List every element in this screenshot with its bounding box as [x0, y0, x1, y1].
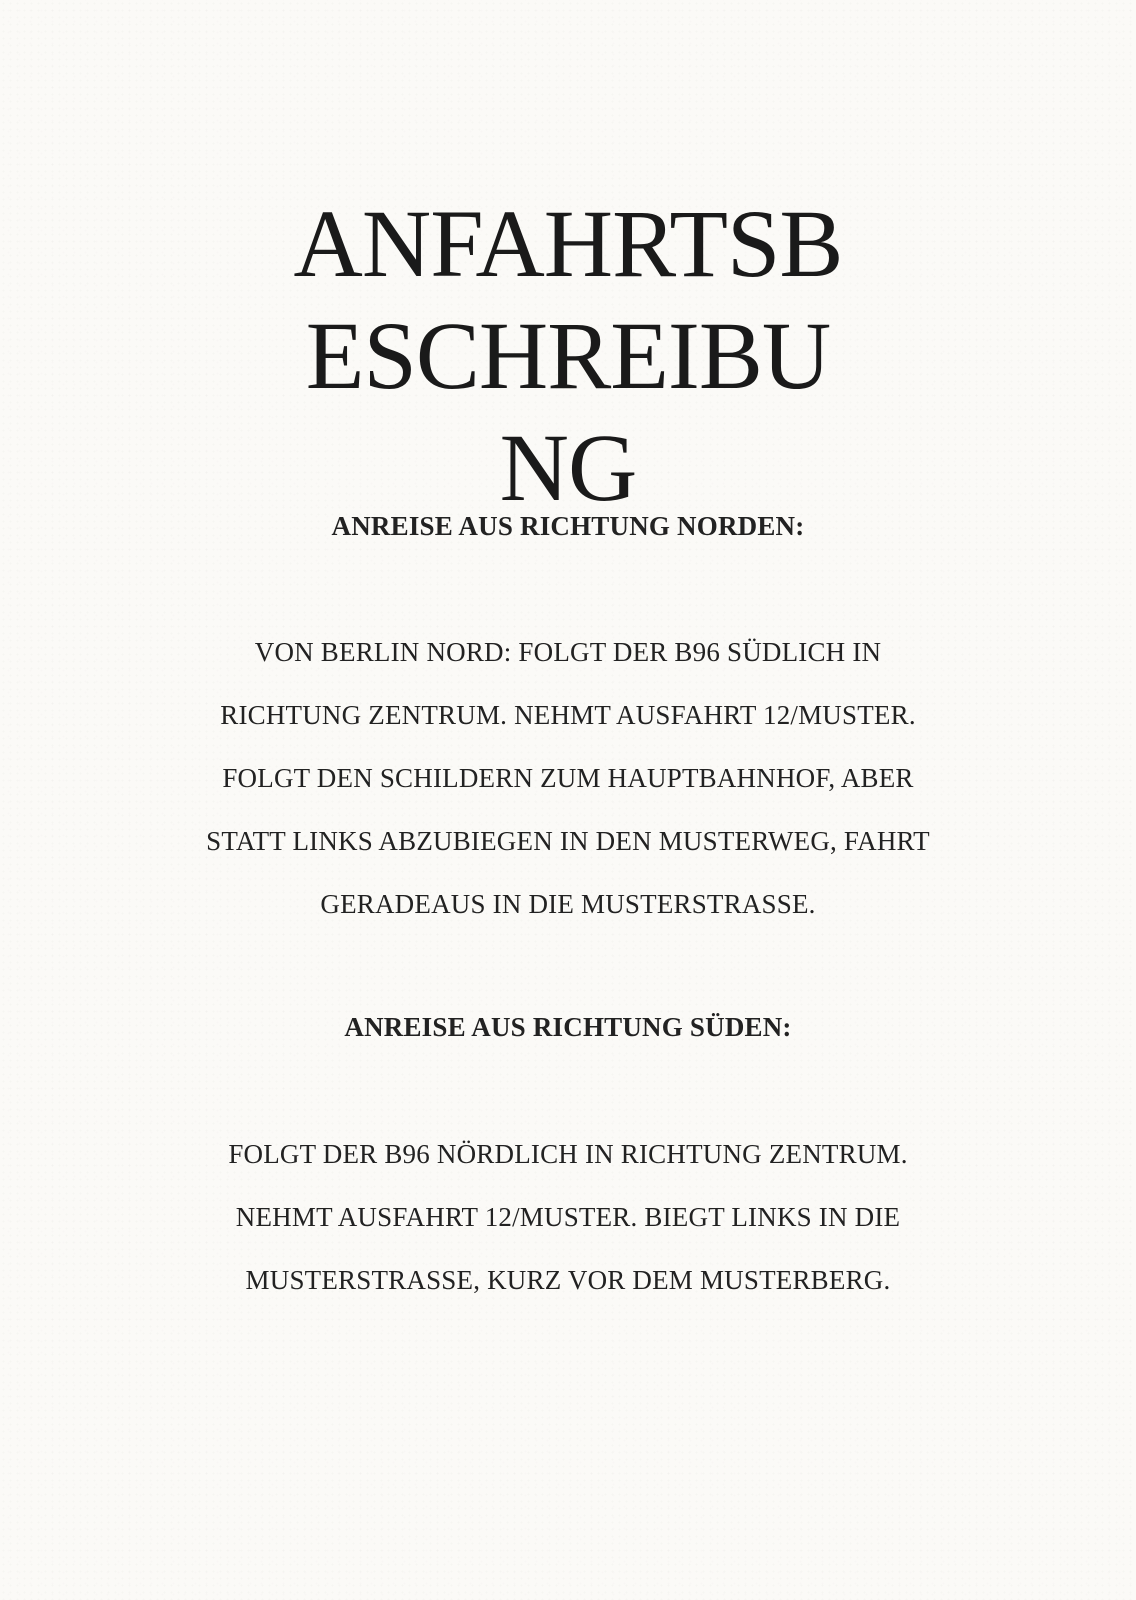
section-heading-north: ANREISE AUS RICHTUNG NORDEN:: [331, 511, 805, 541]
text-line: FOLGT DER B96 NÖRDLICH IN RICHTUNG ZENTRUM.: [228, 1139, 908, 1169]
text-line: VON BERLIN NORD: FOLGT DER B96 SÜDLICH IN: [254, 637, 882, 667]
section-body-south: [150, 1123, 986, 1312]
text-line: STATT LINKS ABZUBIEGEN IN DEN MUSTERWEG, FAHRT: [206, 826, 930, 856]
text-line: FOLGT DEN SCHILDERN ZUM HAUPTBAHNHOF, ABER: [222, 763, 914, 793]
text-line: MUSTERSTRASSE, KURZ VOR DEM MUSTERBERG.: [245, 1265, 891, 1295]
text-line: NEHMT AUSFAHRT 12/MUSTER. BIEGT LINKS IN DIE: [235, 1202, 901, 1232]
section-body-north: [150, 621, 986, 936]
text-line: GERADEAUS IN DIE MUSTERSTRASSE.: [320, 889, 816, 919]
text-line: RICHTUNG ZENTRUM. NEHMT AUSFAHRT 12/MUSTER.: [220, 700, 916, 730]
section-heading-south: ANREISE AUS RICHTUNG SÜDEN:: [344, 1012, 792, 1042]
document-title: ANFAHRTSB ESCHREIBU NG: [293, 190, 843, 521]
